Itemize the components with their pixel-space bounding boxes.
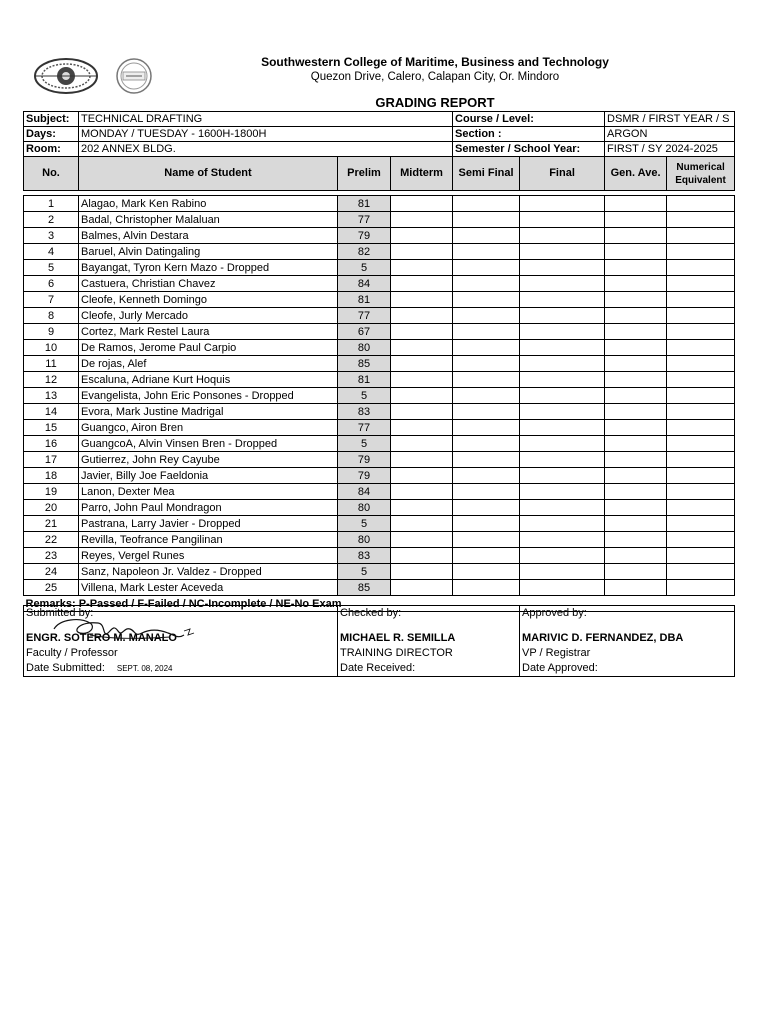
- info-row-subject: [24, 112, 735, 127]
- student-midterm: [391, 564, 453, 580]
- student-midterm: [391, 308, 453, 324]
- student-numerical: [667, 580, 735, 596]
- student-prelim: 5: [338, 388, 391, 404]
- student-semifinal: [453, 340, 520, 356]
- student-prelim: 81: [338, 196, 391, 212]
- student-midterm: [391, 548, 453, 564]
- student-name: Reyes, Vergel Runes: [79, 548, 338, 564]
- table-row: [24, 356, 735, 372]
- col-header-numerical: Numerical Equivalent: [667, 157, 735, 191]
- student-semifinal: [453, 452, 520, 468]
- student-name: Lanon, Dexter Mea: [79, 484, 338, 500]
- student-gen-ave: [605, 532, 667, 548]
- info-row-room: [24, 142, 735, 157]
- student-semifinal: [453, 564, 520, 580]
- days-label: Days:: [24, 127, 79, 142]
- student-name: Evangelista, John Eric Ponsones - Dropped: [79, 388, 338, 404]
- student-prelim: 85: [338, 580, 391, 596]
- student-no: 16: [24, 436, 79, 452]
- student-numerical: [667, 212, 735, 228]
- semester-label: Semester / School Year:: [453, 142, 605, 157]
- student-midterm: [391, 404, 453, 420]
- student-name: Parro, John Paul Mondragon: [79, 500, 338, 516]
- table-row: [24, 260, 735, 276]
- table-row: [24, 292, 735, 308]
- student-no: 18: [24, 468, 79, 484]
- student-final: [520, 276, 605, 292]
- student-midterm: [391, 436, 453, 452]
- subject-value: TECHNICAL DRAFTING: [79, 112, 453, 127]
- student-name: Javier, Billy Joe Faeldonia: [79, 468, 338, 484]
- approved-by-label: Approved by:: [520, 606, 735, 622]
- student-gen-ave: [605, 196, 667, 212]
- student-name: Badal, Christopher Malaluan: [79, 212, 338, 228]
- student-no: 11: [24, 356, 79, 372]
- student-no: 20: [24, 500, 79, 516]
- student-numerical: [667, 484, 735, 500]
- student-numerical: [667, 516, 735, 532]
- student-name: Castuera, Christian Chavez: [79, 276, 338, 292]
- student-no: 21: [24, 516, 79, 532]
- student-gen-ave: [605, 564, 667, 580]
- student-final: [520, 372, 605, 388]
- student-final: [520, 548, 605, 564]
- student-name: De rojas, Alef: [79, 356, 338, 372]
- student-final: [520, 244, 605, 260]
- table-row: [24, 532, 735, 548]
- student-name: Guangco, Airon Bren: [79, 420, 338, 436]
- student-no: 13: [24, 388, 79, 404]
- student-no: 10: [24, 340, 79, 356]
- student-numerical: [667, 276, 735, 292]
- student-name: Gutierrez, John Rey Cayube: [79, 452, 338, 468]
- student-final: [520, 212, 605, 228]
- student-semifinal: [453, 548, 520, 564]
- table-row: [24, 196, 735, 212]
- student-prelim: 5: [338, 260, 391, 276]
- student-no: 2: [24, 212, 79, 228]
- student-semifinal: [453, 356, 520, 372]
- checked-by-label: Checked by:: [338, 606, 520, 622]
- table-row: [24, 244, 735, 260]
- days-value: MONDAY / TUESDAY - 1600H-1800H: [79, 127, 453, 142]
- student-final: [520, 388, 605, 404]
- student-no: 12: [24, 372, 79, 388]
- student-no: 4: [24, 244, 79, 260]
- student-midterm: [391, 292, 453, 308]
- student-semifinal: [453, 484, 520, 500]
- student-numerical: [667, 548, 735, 564]
- table-row: [24, 228, 735, 244]
- table-row: [24, 452, 735, 468]
- college-seal-logo: [33, 57, 99, 95]
- student-numerical: [667, 260, 735, 276]
- student-name: Pastrana, Larry Javier - Dropped: [79, 516, 338, 532]
- student-semifinal: [453, 420, 520, 436]
- table-row: [24, 324, 735, 340]
- col-header-prelim: Prelim: [338, 157, 391, 191]
- section-value: ARGON: [605, 127, 735, 142]
- student-prelim: 80: [338, 532, 391, 548]
- student-name: Revilla, Teofrance Pangilinan: [79, 532, 338, 548]
- student-prelim: 81: [338, 372, 391, 388]
- student-gen-ave: [605, 340, 667, 356]
- student-numerical: [667, 356, 735, 372]
- student-semifinal: [453, 292, 520, 308]
- student-semifinal: [453, 228, 520, 244]
- student-numerical: [667, 196, 735, 212]
- student-gen-ave: [605, 212, 667, 228]
- student-gen-ave: [605, 308, 667, 324]
- student-prelim: 79: [338, 228, 391, 244]
- student-gen-ave: [605, 420, 667, 436]
- student-gen-ave: [605, 516, 667, 532]
- student-final: [520, 324, 605, 340]
- student-gen-ave: [605, 548, 667, 564]
- student-name: Sanz, Napoleon Jr. Valdez - Dropped: [79, 564, 338, 580]
- student-numerical: [667, 388, 735, 404]
- table-row: [24, 308, 735, 324]
- student-gen-ave: [605, 388, 667, 404]
- student-final: [520, 292, 605, 308]
- date-submitted-label: Date Submitted:: [26, 662, 105, 674]
- student-prelim: 77: [338, 420, 391, 436]
- student-semifinal: [453, 276, 520, 292]
- student-numerical: [667, 308, 735, 324]
- approver-role: VP / Registrar: [520, 646, 735, 661]
- column-header-row: [24, 157, 735, 191]
- student-final: [520, 580, 605, 596]
- student-midterm: [391, 500, 453, 516]
- student-gen-ave: [605, 500, 667, 516]
- student-final: [520, 484, 605, 500]
- student-name: GuangcoA, Alvin Vinsen Bren - Dropped: [79, 436, 338, 452]
- student-gen-ave: [605, 292, 667, 308]
- submitted-by-label: Submitted by:: [24, 606, 338, 622]
- student-gen-ave: [605, 436, 667, 452]
- student-prelim: 79: [338, 452, 391, 468]
- student-numerical: [667, 404, 735, 420]
- student-midterm: [391, 420, 453, 436]
- student-semifinal: [453, 196, 520, 212]
- checker-role: TRAINING DIRECTOR: [338, 646, 520, 661]
- student-numerical: [667, 372, 735, 388]
- student-gen-ave: [605, 372, 667, 388]
- student-midterm: [391, 388, 453, 404]
- student-final: [520, 228, 605, 244]
- student-numerical: [667, 340, 735, 356]
- student-gen-ave: [605, 404, 667, 420]
- student-numerical: [667, 468, 735, 484]
- student-midterm: [391, 372, 453, 388]
- info-row-days: [24, 127, 735, 142]
- table-row: [24, 516, 735, 532]
- student-no: 17: [24, 452, 79, 468]
- student-semifinal: [453, 468, 520, 484]
- date-submitted-cell: [24, 661, 338, 677]
- student-gen-ave: [605, 260, 667, 276]
- student-midterm: [391, 276, 453, 292]
- student-midterm: [391, 580, 453, 596]
- student-name: Cleofe, Jurly Mercado: [79, 308, 338, 324]
- student-semifinal: [453, 308, 520, 324]
- student-gen-ave: [605, 276, 667, 292]
- student-gen-ave: [605, 356, 667, 372]
- student-prelim: 83: [338, 404, 391, 420]
- table-row: [24, 484, 735, 500]
- student-final: [520, 340, 605, 356]
- student-prelim: 79: [338, 468, 391, 484]
- date-submitted-value: SEPT. 08, 2024: [116, 664, 173, 673]
- grading-table: [23, 111, 735, 612]
- student-numerical: [667, 292, 735, 308]
- college-address: Quezon Drive, Calero, Calapan City, Or. Mindoro: [310, 71, 560, 83]
- student-name: Cleofe, Kenneth Domingo: [79, 292, 338, 308]
- student-midterm: [391, 484, 453, 500]
- student-final: [520, 404, 605, 420]
- student-no: 3: [24, 228, 79, 244]
- student-semifinal: [453, 388, 520, 404]
- student-name: Bayangat, Tyron Kern Mazo - Dropped: [79, 260, 338, 276]
- date-approved-label: Date Approved:: [520, 661, 735, 677]
- student-midterm: [391, 260, 453, 276]
- student-prelim: 67: [338, 324, 391, 340]
- table-row: [24, 340, 735, 356]
- student-semifinal: [453, 580, 520, 596]
- student-prelim: 85: [338, 356, 391, 372]
- student-prelim: 5: [338, 564, 391, 580]
- student-semifinal: [453, 372, 520, 388]
- student-prelim: 5: [338, 436, 391, 452]
- student-gen-ave: [605, 468, 667, 484]
- table-row: [24, 388, 735, 404]
- college-name: Southwestern College of Maritime, Business and Technology: [261, 55, 609, 69]
- student-prelim: 77: [338, 212, 391, 228]
- student-semifinal: [453, 244, 520, 260]
- student-semifinal: [453, 260, 520, 276]
- student-no: 24: [24, 564, 79, 580]
- student-prelim: 5: [338, 516, 391, 532]
- student-no: 6: [24, 276, 79, 292]
- table-row: [24, 548, 735, 564]
- student-final: [520, 468, 605, 484]
- certification-logo: [110, 57, 158, 95]
- student-name: Villena, Mark Lester Aceveda: [79, 580, 338, 596]
- approver-name: MARIVIC D. FERNANDEZ, DBA: [520, 631, 735, 646]
- student-semifinal: [453, 500, 520, 516]
- student-final: [520, 308, 605, 324]
- student-gen-ave: [605, 484, 667, 500]
- section-label: Section :: [453, 127, 605, 142]
- student-no: 22: [24, 532, 79, 548]
- student-no: 25: [24, 580, 79, 596]
- student-final: [520, 500, 605, 516]
- student-name: Evora, Mark Justine Madrigal: [79, 404, 338, 420]
- student-midterm: [391, 516, 453, 532]
- student-midterm: [391, 532, 453, 548]
- course-label: Course / Level:: [453, 112, 605, 127]
- col-header-semifinal: Semi Final: [453, 157, 520, 191]
- student-name: Balmes, Alvin Destara: [79, 228, 338, 244]
- student-midterm: [391, 452, 453, 468]
- student-no: 14: [24, 404, 79, 420]
- student-semifinal: [453, 532, 520, 548]
- col-header-no: No.: [24, 157, 79, 191]
- table-row: [24, 500, 735, 516]
- student-numerical: [667, 420, 735, 436]
- table-row: [24, 420, 735, 436]
- student-no: 19: [24, 484, 79, 500]
- student-prelim: 84: [338, 484, 391, 500]
- col-header-gen-ave: Gen. Ave.: [605, 157, 667, 191]
- student-numerical: [667, 452, 735, 468]
- student-midterm: [391, 196, 453, 212]
- student-prelim: 84: [338, 276, 391, 292]
- student-numerical: [667, 228, 735, 244]
- student-prelim: 82: [338, 244, 391, 260]
- student-gen-ave: [605, 244, 667, 260]
- student-final: [520, 436, 605, 452]
- student-final: [520, 356, 605, 372]
- student-midterm: [391, 468, 453, 484]
- date-received-label: Date Received:: [338, 661, 520, 677]
- student-midterm: [391, 228, 453, 244]
- student-name: Alagao, Mark Ken Rabino: [79, 196, 338, 212]
- table-row: [24, 372, 735, 388]
- student-numerical: [667, 564, 735, 580]
- student-prelim: 80: [338, 500, 391, 516]
- student-gen-ave: [605, 452, 667, 468]
- student-numerical: [667, 436, 735, 452]
- student-final: [520, 196, 605, 212]
- student-midterm: [391, 340, 453, 356]
- student-gen-ave: [605, 324, 667, 340]
- student-final: [520, 516, 605, 532]
- col-header-midterm: Midterm: [391, 157, 453, 191]
- student-name: De Ramos, Jerome Paul Carpio: [79, 340, 338, 356]
- student-numerical: [667, 244, 735, 260]
- student-gen-ave: [605, 580, 667, 596]
- subject-label: Subject:: [24, 112, 79, 127]
- col-header-final: Final: [520, 157, 605, 191]
- student-prelim: 83: [338, 548, 391, 564]
- student-no: 5: [24, 260, 79, 276]
- student-numerical: [667, 532, 735, 548]
- report-title: GRADING REPORT: [375, 95, 495, 110]
- room-label: Room:: [24, 142, 79, 157]
- student-midterm: [391, 212, 453, 228]
- student-no: 7: [24, 292, 79, 308]
- student-no: 23: [24, 548, 79, 564]
- student-name: Cortez, Mark Restel Laura: [79, 324, 338, 340]
- student-numerical: [667, 324, 735, 340]
- student-prelim: 81: [338, 292, 391, 308]
- table-row: [24, 212, 735, 228]
- table-row: [24, 564, 735, 580]
- student-no: 15: [24, 420, 79, 436]
- student-final: [520, 532, 605, 548]
- student-semifinal: [453, 436, 520, 452]
- student-midterm: [391, 324, 453, 340]
- student-gen-ave: [605, 228, 667, 244]
- student-name: Baruel, Alvin Datingaling: [79, 244, 338, 260]
- student-midterm: [391, 244, 453, 260]
- course-value: DSMR / FIRST YEAR / S: [605, 112, 735, 127]
- student-prelim: 77: [338, 308, 391, 324]
- student-no: 9: [24, 324, 79, 340]
- semester-value: FIRST / SY 2024-2025: [605, 142, 735, 157]
- submitter-name: ENGR. SOTERO M. MANALO: [24, 631, 338, 646]
- handwritten-signature: [50, 615, 200, 645]
- remarks-text: Remarks: P-Passed / F-Failed / NC-Incomplete / NE-No Exam: [24, 596, 735, 612]
- student-midterm: [391, 356, 453, 372]
- room-value: 202 ANNEX BLDG.: [79, 142, 453, 157]
- student-final: [520, 564, 605, 580]
- student-rows: [24, 196, 735, 596]
- student-final: [520, 452, 605, 468]
- submitter-role: Faculty / Professor: [24, 646, 338, 661]
- table-row: [24, 404, 735, 420]
- checker-name: MICHAEL R. SEMILLA: [338, 631, 520, 646]
- student-final: [520, 420, 605, 436]
- table-row: [24, 468, 735, 484]
- student-final: [520, 260, 605, 276]
- table-row: [24, 276, 735, 292]
- student-name: Escaluna, Adriane Kurt Hoquis: [79, 372, 338, 388]
- student-semifinal: [453, 324, 520, 340]
- student-prelim: 80: [338, 340, 391, 356]
- table-row: [24, 436, 735, 452]
- student-no: 8: [24, 308, 79, 324]
- student-no: 1: [24, 196, 79, 212]
- table-row: [24, 580, 735, 596]
- student-semifinal: [453, 404, 520, 420]
- student-semifinal: [453, 516, 520, 532]
- col-header-name: Name of Student: [79, 157, 338, 191]
- student-numerical: [667, 500, 735, 516]
- student-semifinal: [453, 212, 520, 228]
